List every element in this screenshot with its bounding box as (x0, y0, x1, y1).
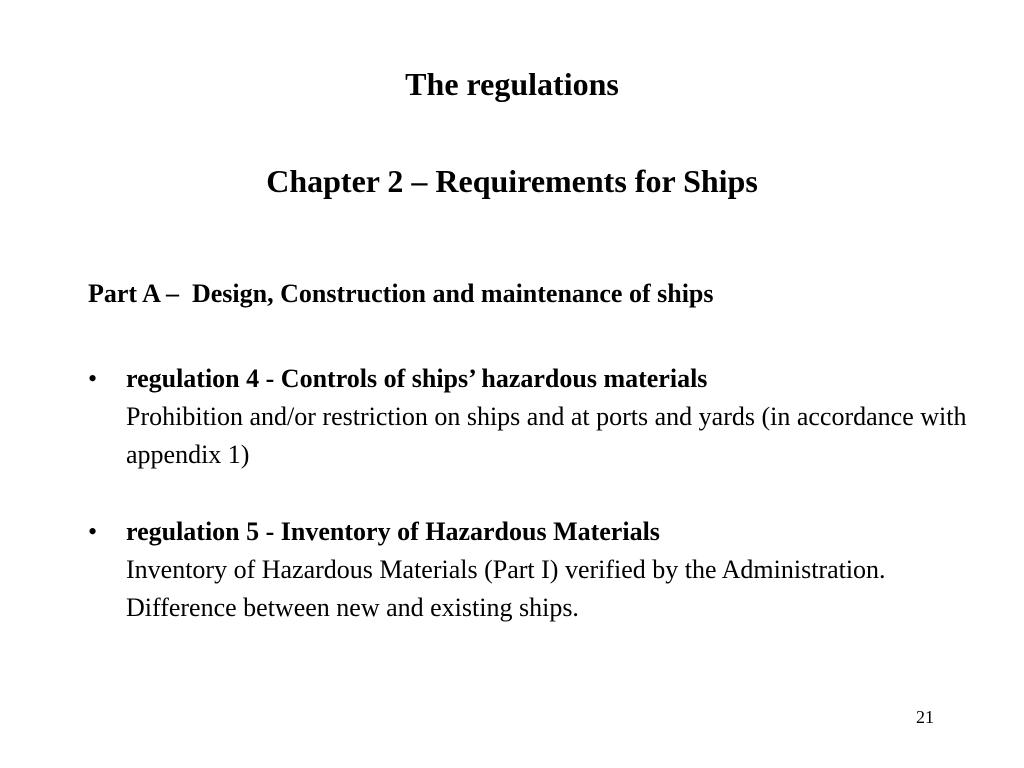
list-item (88, 360, 976, 474)
bullet-icon: • (88, 517, 98, 546)
regulation-title: regulation 5 - Inventory of Hazardous Materials (126, 517, 660, 546)
regulation-title: regulation 4 - Controls of ships’ hazardous materials (126, 364, 708, 393)
slide-title: The regulations (405, 66, 619, 102)
part-heading: Part A – Design, Construction and maintenance of ships (88, 279, 714, 308)
page-number: 21 (916, 707, 934, 727)
list-item (88, 513, 976, 627)
regulation-description: Prohibition and/or restriction on ships and at ports and yards (in accordance with appendix 1) (126, 402, 973, 469)
regulation-description: Inventory of Hazardous Materials (Part I) verified by the Administration. Difference between new and existing ships. (126, 555, 899, 622)
slide-subtitle: Chapter 2 – Requirements for Ships (266, 163, 758, 199)
bullet-icon: • (88, 364, 98, 393)
